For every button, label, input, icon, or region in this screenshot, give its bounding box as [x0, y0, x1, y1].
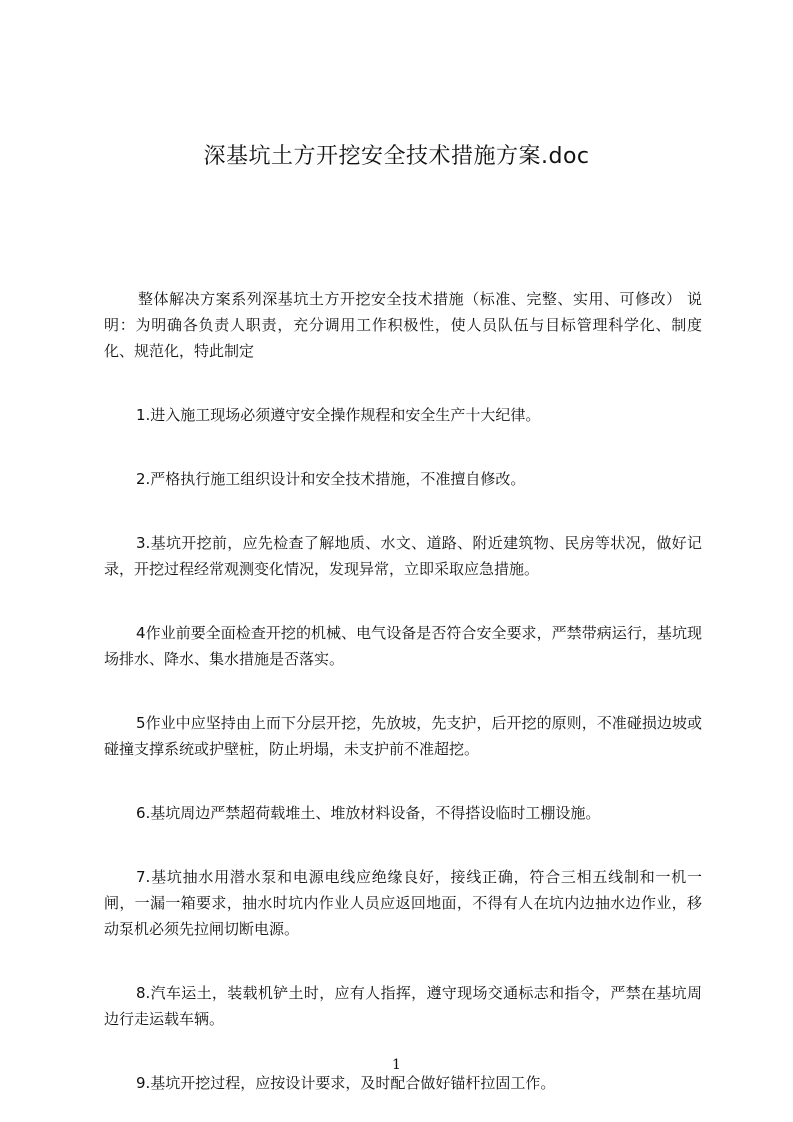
document-body	[104, 286, 702, 1096]
measure-item-7: 7.基坑抽水用潜水泵和电源电线应绝缘良好，接线正确，符合三相五线制和一机一闸，一漏一箱要求，抽水时坑内作业人员应返回地面，不得有人在坑内边抽水边作业，移动泵机必须先拉闸切断电源。	[104, 868, 702, 938]
measure-item-1: 1.进入施工现场必须遵守安全操作规程和安全生产十大纪律。	[136, 406, 541, 424]
document-title: 深基坑土方开挖安全技术措施方案.doc	[203, 144, 590, 169]
page-number: 1	[392, 1057, 401, 1073]
measure-item-5: 5作业中应坚持由上而下分层开挖，先放坡，先支护，后开挖的原则，不准碰损边坡或碰撞支撑系统或护壁桩，防止坍塌，未支护前不准超挖。	[104, 714, 702, 758]
measure-item-6: 6.基坑周边严禁超荷载堆土、堆放材料设备，不得搭设临时工棚设施。	[136, 804, 601, 822]
measure-item-3: 3.基坑开挖前，应先检查了解地质、水文、道路、附近建筑物、民房等状况，做好记录，开挖过程经常观测变化情况，发现异常，立即采取应急措施。	[104, 534, 702, 578]
measure-item-8: 8.汽车运土，装载机铲土时，应有人指挥，遵守现场交通标志和指令，严禁在基坑周边行走运载车辆。	[104, 984, 702, 1028]
measure-item-4: 4作业前要全面检查开挖的机械、电气设备是否符合安全要求，严禁带病运行，基坑现场排水、降水、集水措施是否落实。	[104, 624, 702, 668]
intro-paragraph: 整体解决方案系列深基坑土方开挖安全技术措施（标准、完整、实用、可修改） 说明：为明确各负责人职责，充分调用工作积极性，使人员队伍与目标管理科学化、制度化、规范化，特此制定	[104, 290, 702, 360]
measure-item-9: 9.基坑开挖过程，应按设计要求，及时配合做好锚杆拉固工作。	[136, 1074, 556, 1092]
measure-item-2: 2.严格执行施工组织设计和安全技术措施，不准擅自修改。	[136, 470, 526, 488]
